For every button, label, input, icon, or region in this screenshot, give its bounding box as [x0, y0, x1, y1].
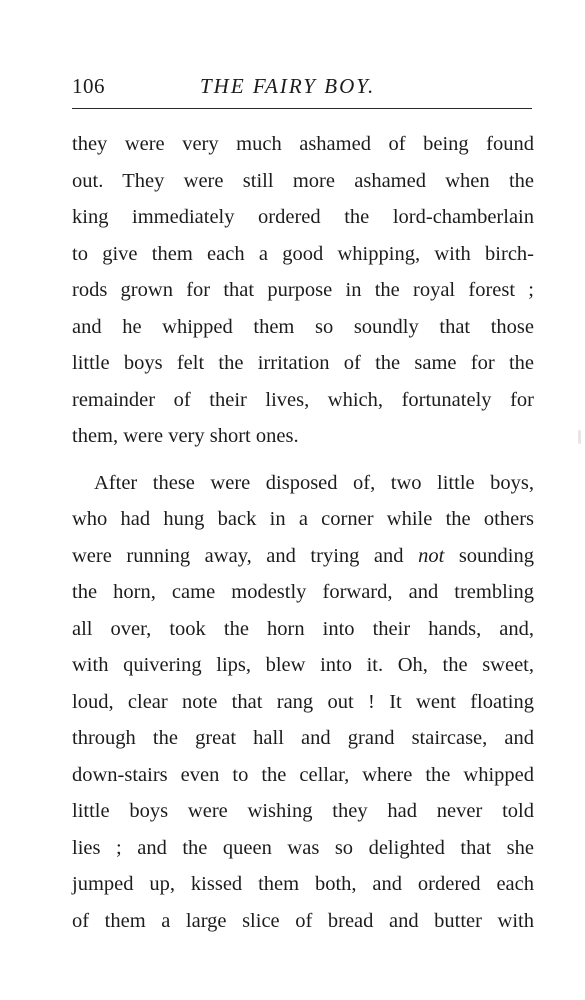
emphasis-not: not: [418, 544, 445, 567]
text-line: little boys were wishing they had never told: [72, 800, 534, 822]
header-rule: [72, 108, 532, 109]
scan-blemish: [578, 430, 581, 444]
text-line: [72, 538, 534, 575]
text-line: to give them each a good whipping, with birch-: [72, 242, 534, 265]
text-line: remainder of their lives, which, fortunately for: [72, 388, 534, 411]
running-head: [72, 74, 532, 104]
paragraph-1: [72, 126, 534, 455]
text-line: out. They were still more ashamed when the: [72, 169, 534, 192]
text-segment: sounding: [444, 544, 534, 567]
text-line: of them a large slice of bread and butter with: [72, 909, 534, 932]
text-line: lies ; and the queen was so delighted that she: [72, 836, 534, 859]
text-line: who had hung back in a corner while the others: [72, 508, 534, 530]
page-number: 106: [72, 74, 105, 98]
text-line: the horn, came modestly forward, and trembling: [72, 581, 534, 603]
text-segment: were running away, and trying and: [72, 544, 419, 567]
text-line: and he whipped them so soundly that those: [72, 315, 534, 338]
text-line: jumped up, kissed them both, and ordered each: [72, 873, 534, 895]
text-line: down-stairs even to the cellar, where the whipped: [72, 763, 534, 786]
running-title: THE FAIRY BOY.: [200, 74, 376, 98]
paragraph-2: [72, 465, 534, 940]
text-line: them, were very short ones.: [72, 425, 299, 447]
text-line: they were very much ashamed of being found: [72, 133, 534, 155]
body-text: [72, 126, 534, 939]
paragraph-gap: [72, 455, 534, 465]
text-line: king immediately ordered the lord-chamberlain: [72, 206, 534, 228]
text-line: loud, clear note that rang out ! It went floating: [72, 690, 534, 713]
text-line: little boys felt the irritation of the same for the: [72, 352, 534, 374]
text-line: all over, took the horn into their hands, and,: [72, 617, 534, 640]
text-line: through the great hall and grand staircase, and: [72, 727, 534, 749]
text-line: rods grown for that purpose in the royal forest ;: [72, 279, 534, 301]
text-line: After these were disposed of, two little boys,: [94, 471, 534, 494]
text-line: with quivering lips, blew into it. Oh, the sweet,: [72, 654, 534, 676]
